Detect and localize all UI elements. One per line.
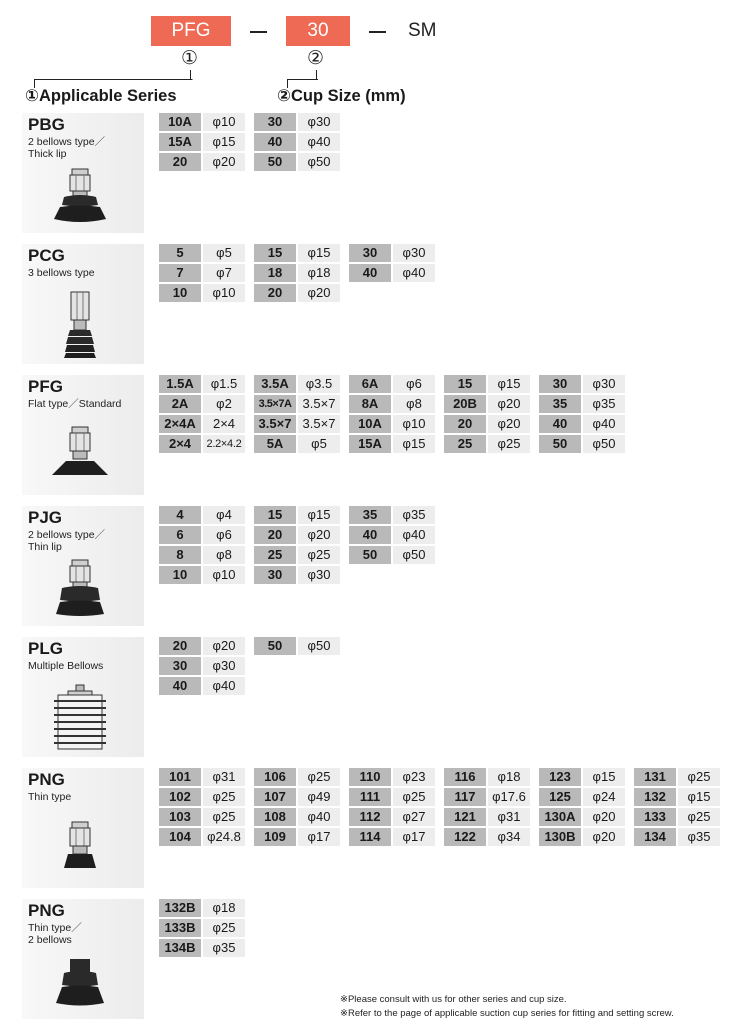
size-value-cell: φ25 (203, 788, 245, 806)
size-value-cell: φ4 (203, 506, 245, 524)
size-code-cell: 15A (349, 435, 391, 453)
size-value-cell: φ30 (393, 244, 435, 262)
size-code-cell: 35 (539, 395, 581, 413)
series-block-plg (22, 637, 144, 757)
size-value-cell: φ18 (203, 899, 245, 917)
size-code-cell: 20 (159, 153, 201, 171)
size-value-cell: φ17 (298, 828, 340, 846)
size-value-cell: φ2 (203, 395, 245, 413)
size-value-cell: φ15 (678, 788, 720, 806)
series-name: PFG (28, 377, 63, 396)
size-value-cell: φ8 (393, 395, 435, 413)
series-block-png-thin-2-bellows (22, 899, 144, 1019)
size-code-cell: 10 (159, 284, 201, 302)
suction-cup-2-bellows-thin-icon (50, 558, 110, 622)
series-block-png-thin (22, 768, 144, 888)
size-code-cell: 35 (349, 506, 391, 524)
size-value-cell: φ10 (203, 284, 245, 302)
size-value-cell: φ15 (488, 375, 530, 393)
size-code-cell: 116 (444, 768, 486, 786)
separator-dash-2 (369, 31, 386, 33)
size-code-cell: 101 (159, 768, 201, 786)
size-value-cell: φ17.6 (488, 788, 530, 806)
size-code-cell: 107 (254, 788, 296, 806)
size-code-cell: 134B (159, 939, 201, 957)
size-value-cell: φ15 (298, 506, 340, 524)
suction-cup-thin-2-bellows-icon (50, 955, 110, 1019)
size-code-cell: 132B (159, 899, 201, 917)
series-name: PLG (28, 639, 63, 658)
size-code-cell: 10 (159, 566, 201, 584)
size-value-cell: φ40 (203, 677, 245, 695)
size-code-cell: 112 (349, 808, 391, 826)
size-code-cell: 15 (254, 506, 296, 524)
size-code-cell: 2×4 (159, 435, 201, 453)
size-code-cell: 30 (254, 113, 296, 131)
series-name: PNG (28, 901, 65, 920)
size-code-cell: 123 (539, 768, 581, 786)
size-code-cell: 109 (254, 828, 296, 846)
size-code-cell: 8A (349, 395, 391, 413)
size-code-cell: 10A (159, 113, 201, 131)
size-value-cell: φ24 (583, 788, 625, 806)
size-value-cell: φ50 (393, 546, 435, 564)
size-code-cell: 20 (254, 284, 296, 302)
size-value-cell: φ49 (298, 788, 340, 806)
size-value-cell: φ30 (203, 657, 245, 675)
size-code-cell: 40 (349, 264, 391, 282)
series-description: Thin type (28, 791, 72, 803)
size-value-cell: φ10 (203, 566, 245, 584)
suction-cup-3-bellows-icon (50, 290, 110, 362)
size-value-cell: φ5 (298, 435, 340, 453)
size-code-cell: 6 (159, 526, 201, 544)
note-refer: ※Refer to the page of applicable suction cup series for fitting and setting screw. (340, 1008, 674, 1019)
size-code-cell: 20B (444, 395, 486, 413)
size-value-cell: φ20 (488, 395, 530, 413)
size-code-cell: 18 (254, 264, 296, 282)
size-value-cell: φ25 (203, 919, 245, 937)
size-value-cell: φ20 (203, 153, 245, 171)
size-code-cell: 50 (254, 153, 296, 171)
size-code-cell: 15 (444, 375, 486, 393)
size-value-cell: φ20 (203, 637, 245, 655)
size-code-cell: 30 (349, 244, 391, 262)
size-value-cell: φ25 (678, 808, 720, 826)
series-description: 2 bellows type／ Thin lip (28, 529, 106, 553)
size-value-cell: φ50 (583, 435, 625, 453)
size-value-cell: φ25 (203, 808, 245, 826)
size-value-cell: φ40 (393, 264, 435, 282)
size-value-cell: φ31 (488, 808, 530, 826)
size-value-cell: 2×4 (203, 415, 245, 433)
size-code-cell: 15A (159, 133, 201, 151)
size-code-cell: 134 (634, 828, 676, 846)
size-value-cell: φ35 (678, 828, 720, 846)
size-value-cell: φ23 (393, 768, 435, 786)
size-value-cell: φ18 (488, 768, 530, 786)
size-code-cell: 25 (444, 435, 486, 453)
size-value-cell: φ50 (298, 637, 340, 655)
suction-cup-flat-icon (50, 425, 110, 489)
size-code-cell: 30 (539, 375, 581, 393)
size-value-cell: φ30 (583, 375, 625, 393)
series-block-pfg (22, 375, 144, 495)
size-value-cell: φ15 (298, 244, 340, 262)
size-value-cell: 2.2×4.2 (203, 435, 245, 453)
size-value-cell: φ15 (393, 435, 435, 453)
size-code-cell: 10A (349, 415, 391, 433)
series-description: Multiple Bellows (28, 660, 104, 672)
size-value-cell: φ20 (488, 415, 530, 433)
size-value-cell: φ25 (488, 435, 530, 453)
suction-cup-multiple-bellows-icon (50, 683, 110, 753)
series-description: 2 bellows type／ Thick lip (28, 136, 106, 160)
size-value-cell: φ40 (583, 415, 625, 433)
marker-1: ① (181, 48, 199, 69)
size-code-cell: 15 (254, 244, 296, 262)
size-value-cell: φ30 (298, 566, 340, 584)
size-value-cell: φ20 (583, 808, 625, 826)
model-suffix: SM (408, 20, 437, 41)
size-code-cell: 103 (159, 808, 201, 826)
size-value-cell: φ30 (298, 113, 340, 131)
suction-cup-2-bellows-thick-icon (50, 167, 110, 229)
size-code-cell: 5A (254, 435, 296, 453)
size-value-cell: φ18 (298, 264, 340, 282)
size-code-cell: 111 (349, 788, 391, 806)
series-description: Flat type／Standard (28, 398, 122, 410)
size-code-cell: 122 (444, 828, 486, 846)
size-code-cell: 121 (444, 808, 486, 826)
size-code-cell: 130B (539, 828, 581, 846)
size-value-cell: φ17 (393, 828, 435, 846)
size-code-cell: 110 (349, 768, 391, 786)
series-block-pcg (22, 244, 144, 364)
cup-size-code-box: 30 (286, 16, 350, 46)
size-value-cell: φ24.8 (203, 828, 245, 846)
size-value-cell: φ40 (298, 808, 340, 826)
size-code-cell: 114 (349, 828, 391, 846)
size-value-cell: φ20 (298, 284, 340, 302)
connector-line-2-riser (316, 70, 318, 80)
size-value-cell: φ35 (583, 395, 625, 413)
note-consult: ※Please consult with us for other series and cup size. (340, 994, 567, 1005)
size-code-cell: 8 (159, 546, 201, 564)
series-name: PJG (28, 508, 63, 527)
size-code-cell: 30 (159, 657, 201, 675)
suction-cup-thin-icon (50, 820, 110, 884)
size-code-cell: 30 (254, 566, 296, 584)
size-value-cell: φ25 (678, 768, 720, 786)
size-value-cell: φ15 (203, 133, 245, 151)
size-value-cell: φ1.5 (203, 375, 245, 393)
size-code-cell: 40 (349, 526, 391, 544)
legend-cup-size: ②Cup Size (mm) (277, 87, 406, 105)
size-code-cell: 40 (159, 677, 201, 695)
size-value-cell: φ10 (203, 113, 245, 131)
size-value-cell: φ31 (203, 768, 245, 786)
size-code-cell: 20 (444, 415, 486, 433)
legend-applicable-series: ①Applicable Series (25, 87, 177, 105)
size-code-cell: 130A (539, 808, 581, 826)
size-value-cell: φ25 (298, 546, 340, 564)
series-name: PCG (28, 246, 65, 265)
size-value-cell: φ5 (203, 244, 245, 262)
size-value-cell: φ6 (393, 375, 435, 393)
series-name: PBG (28, 115, 65, 134)
size-value-cell: φ34 (488, 828, 530, 846)
size-value-cell: 3.5×7 (298, 415, 340, 433)
size-code-cell: 108 (254, 808, 296, 826)
size-code-cell: 20 (159, 637, 201, 655)
size-code-cell: 50 (254, 637, 296, 655)
separator-dash-1 (250, 31, 267, 33)
size-value-cell: φ3.5 (298, 375, 340, 393)
size-code-cell: 106 (254, 768, 296, 786)
size-value-cell: φ20 (298, 526, 340, 544)
size-value-cell: φ35 (393, 506, 435, 524)
series-description: Thin type／ 2 bellows (28, 922, 82, 946)
series-block-pbg (22, 113, 144, 233)
size-code-cell: 104 (159, 828, 201, 846)
size-code-cell: 133 (634, 808, 676, 826)
size-code-cell: 7 (159, 264, 201, 282)
size-value-cell: 3.5×7 (298, 395, 340, 413)
series-code-box: PFG (151, 16, 231, 46)
size-value-cell: φ15 (583, 768, 625, 786)
size-code-cell: 131 (634, 768, 676, 786)
size-value-cell: φ20 (583, 828, 625, 846)
size-value-cell: φ10 (393, 415, 435, 433)
series-block-pjg (22, 506, 144, 626)
size-code-cell: 25 (254, 546, 296, 564)
size-code-cell: 3.5×7 (254, 415, 296, 433)
size-code-cell: 2×4A (159, 415, 201, 433)
size-value-cell: φ7 (203, 264, 245, 282)
size-code-cell: 132 (634, 788, 676, 806)
size-code-cell: 4 (159, 506, 201, 524)
marker-2: ② (307, 48, 325, 69)
size-code-cell: 40 (539, 415, 581, 433)
size-code-cell: 20 (254, 526, 296, 544)
size-value-cell: φ40 (393, 526, 435, 544)
size-value-cell: φ25 (298, 768, 340, 786)
size-code-cell: 3.5A (254, 375, 296, 393)
connector-line-1-riser (190, 70, 192, 80)
size-code-cell: 3.5×7A (254, 395, 296, 413)
size-value-cell: φ25 (393, 788, 435, 806)
size-code-cell: 125 (539, 788, 581, 806)
size-code-cell: 133B (159, 919, 201, 937)
size-code-cell: 50 (539, 435, 581, 453)
size-value-cell: φ35 (203, 939, 245, 957)
size-code-cell: 117 (444, 788, 486, 806)
size-code-cell: 2A (159, 395, 201, 413)
size-value-cell: φ27 (393, 808, 435, 826)
size-code-cell: 1.5A (159, 375, 201, 393)
size-code-cell: 5 (159, 244, 201, 262)
size-code-cell: 40 (254, 133, 296, 151)
size-value-cell: φ50 (298, 153, 340, 171)
size-code-cell: 6A (349, 375, 391, 393)
size-code-cell: 50 (349, 546, 391, 564)
size-value-cell: φ8 (203, 546, 245, 564)
series-name: PNG (28, 770, 65, 789)
series-description: 3 bellows type (28, 267, 95, 279)
size-value-cell: φ40 (298, 133, 340, 151)
size-code-cell: 102 (159, 788, 201, 806)
size-value-cell: φ6 (203, 526, 245, 544)
